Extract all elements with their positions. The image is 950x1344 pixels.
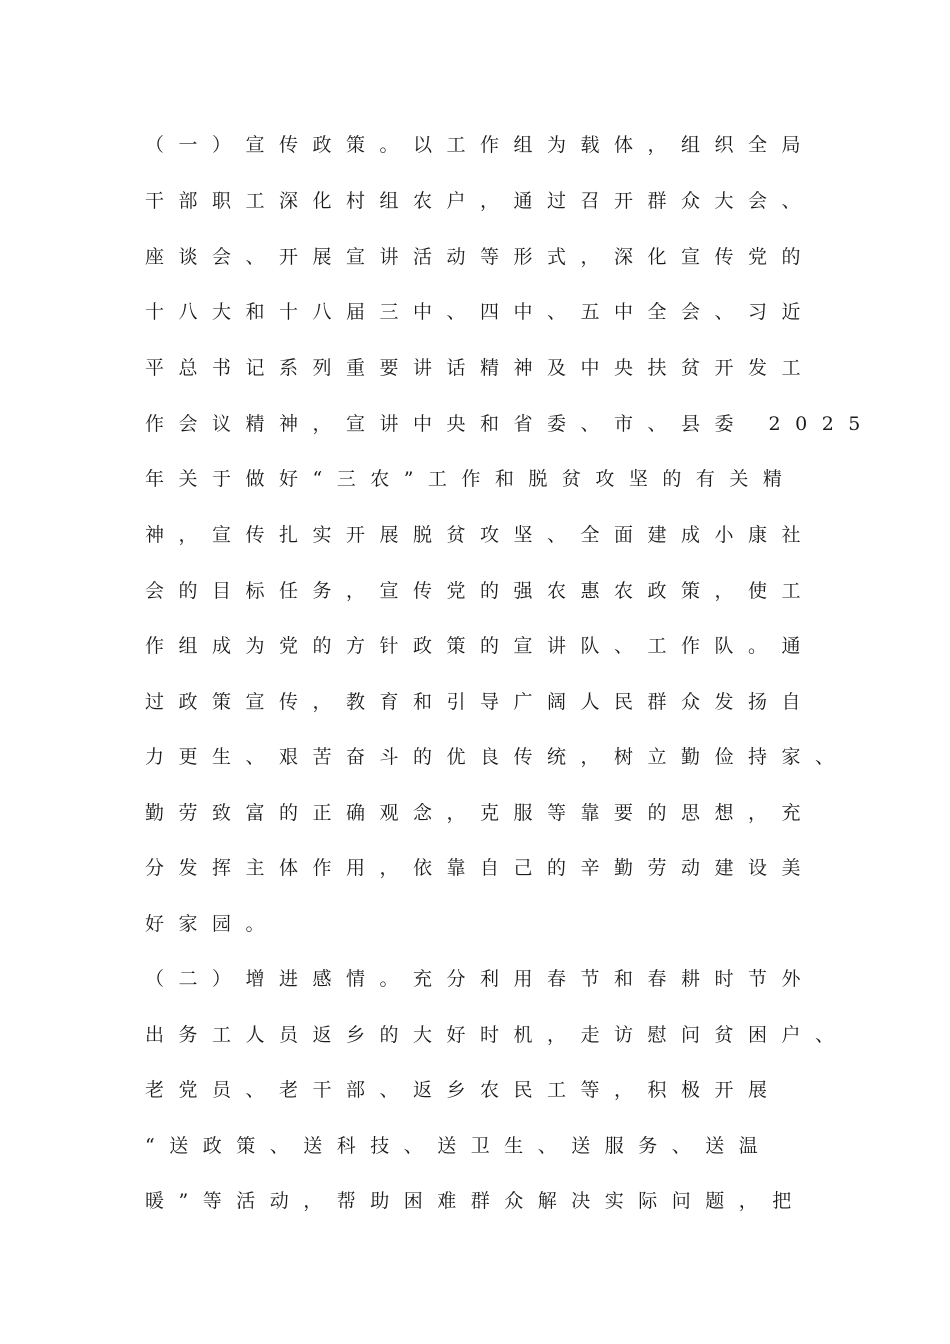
text-line: （一）宣传政策。以工作组为载体，组织全局 xyxy=(145,134,816,156)
text-line: 出务工人员返乡的大好时机，走访慰问贫困户、 xyxy=(145,1024,849,1046)
text-line: 会的目标任务，宣传党的强农惠农政策，使工 xyxy=(145,580,816,602)
text-line: 十八大和十八届三中、四中、五中全会、习近 xyxy=(145,301,816,323)
text-line: 过政策宣传，教育和引导广阔人民群众发扬自 xyxy=(145,691,816,713)
text-line: 力更生、艰苦奋斗的优良传统，树立勤俭持家、 xyxy=(145,746,849,768)
text-line: “送政策、送科技、送卫生、送服务、送温 xyxy=(145,1135,773,1157)
text-line: 干部职工深化村组农户，通过召开群众大会、 xyxy=(145,190,816,212)
text-line: 年关于做好“三农”工作和脱贫攻坚的有关精 xyxy=(145,468,797,490)
text-line: 老党员、老干部、返乡农民工等，积极开展 xyxy=(145,1079,782,1101)
text-line: 作组成为党的方针政策的宣讲队、工作队。通 xyxy=(145,635,816,657)
text-line: 勤劳致富的正确观念，克服等靠要的思想，充 xyxy=(145,802,816,824)
text-line: 平总书记系列重要讲话精神及中央扶贫开发工 xyxy=(145,357,816,379)
text-line: 作会议精神，宣讲中央和省委、市、县委 2025 xyxy=(145,413,875,435)
text-line: 座谈会、开展宣讲活动等形式，深化宣传党的 xyxy=(145,246,816,268)
text-line: 分发挥主体作用，依靠自己的辛勤劳动建设美 xyxy=(145,857,816,879)
text-line: 好家园。 xyxy=(145,913,280,935)
text-line: 暖”等活动，帮助困难群众解决实际问题，把 xyxy=(145,1190,806,1212)
text-line: （二）增进感情。充分利用春节和春耕时节外 xyxy=(145,968,816,990)
text-line: 神，宣传扎实开展脱贫攻坚、全面建成小康社 xyxy=(145,524,816,546)
